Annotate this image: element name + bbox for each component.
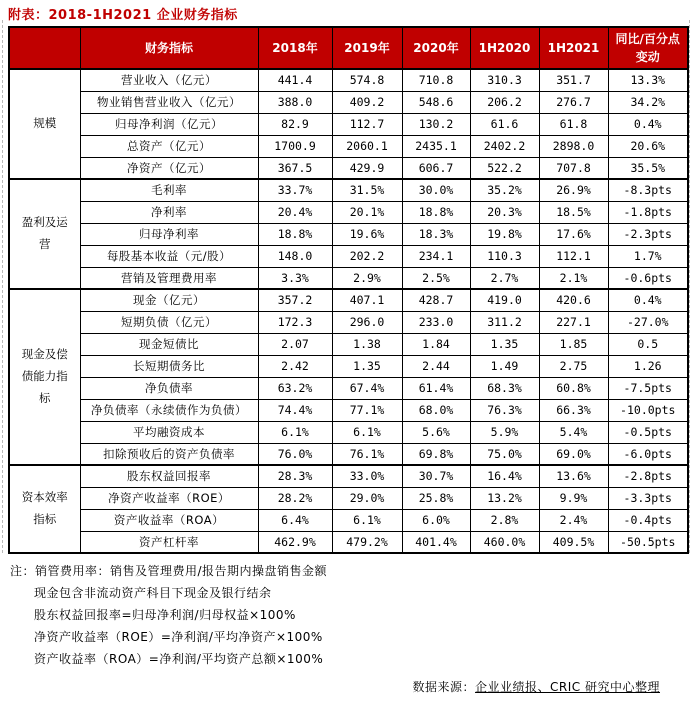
value-cell: 25.8% [402, 487, 470, 509]
table-row [9, 245, 688, 267]
value-cell: 60.8% [539, 377, 608, 399]
value-cell: 112.1 [539, 245, 608, 267]
value-cell: 74.4% [258, 399, 332, 421]
value-cell: 5.6% [402, 421, 470, 443]
page-break-guide-right [689, 20, 690, 553]
value-cell: 69.8% [402, 443, 470, 465]
value-cell: 419.0 [470, 289, 539, 311]
header-2018: 2018年 [258, 27, 332, 69]
value-cell: 112.7 [332, 113, 402, 135]
indicator-cell: 扣除预收后的资产负债率 [80, 443, 258, 465]
value-cell: 148.0 [258, 245, 332, 267]
value-cell: 460.0% [470, 531, 539, 553]
data-source [0, 678, 695, 695]
table-row [9, 531, 688, 553]
value-cell: 69.0% [539, 443, 608, 465]
value-cell: 234.1 [402, 245, 470, 267]
value-cell: 34.2% [608, 91, 688, 113]
value-cell: 18.8% [402, 201, 470, 223]
group-label: 资本效率指标 [9, 465, 80, 553]
value-cell: 6.1% [258, 421, 332, 443]
value-cell: 227.1 [539, 311, 608, 333]
value-cell: 130.2 [402, 113, 470, 135]
value-cell: 2898.0 [539, 135, 608, 157]
value-cell: 13.6% [539, 465, 608, 487]
value-cell: -2.3pts [608, 223, 688, 245]
value-cell: 110.3 [470, 245, 539, 267]
table-row [9, 113, 688, 135]
indicator-cell: 归母净利率 [80, 223, 258, 245]
footnote: 注：销管费用率：销售及管理费用/报告期内操盘销售金额 [10, 564, 328, 578]
indicator-cell: 净资产收益率（ROE） [80, 487, 258, 509]
header-yoy-change: 同比/百分点变动 [608, 27, 688, 69]
value-cell: 13.3% [608, 69, 688, 91]
value-cell: 296.0 [332, 311, 402, 333]
value-cell: 35.5% [608, 157, 688, 179]
value-cell: -7.5pts [608, 377, 688, 399]
value-cell: 75.0% [470, 443, 539, 465]
table-row [9, 443, 688, 465]
value-cell: 479.2% [332, 531, 402, 553]
value-cell: 31.5% [332, 179, 402, 201]
header-1h2020: 1H2020 [470, 27, 539, 69]
indicator-cell: 平均融资成本 [80, 421, 258, 443]
value-cell: 30.7% [402, 465, 470, 487]
value-cell: 2.9% [332, 267, 402, 289]
header-2020: 2020年 [402, 27, 470, 69]
data-source-text: 企业业绩报、CRIC 研究中心整理 [475, 680, 660, 694]
value-cell: -50.5pts [608, 531, 688, 553]
value-cell: 19.8% [470, 223, 539, 245]
value-cell: 17.6% [539, 223, 608, 245]
value-cell: 18.5% [539, 201, 608, 223]
value-cell: 357.2 [258, 289, 332, 311]
value-cell: -8.3pts [608, 179, 688, 201]
value-cell: 606.7 [402, 157, 470, 179]
page-break-guide-left [2, 20, 3, 553]
value-cell: 409.5% [539, 531, 608, 553]
indicator-cell: 资产收益率（ROA） [80, 509, 258, 531]
header-1h2021: 1H2021 [539, 27, 608, 69]
indicator-cell: 净负债率（永续债作为负债） [80, 399, 258, 421]
value-cell: 6.1% [332, 421, 402, 443]
value-cell: 5.4% [539, 421, 608, 443]
table-row [9, 201, 688, 223]
table-body [9, 69, 688, 553]
table-row [9, 179, 688, 201]
table-row [9, 355, 688, 377]
value-cell: 28.2% [258, 487, 332, 509]
value-cell: 68.0% [402, 399, 470, 421]
value-cell: 1.35 [332, 355, 402, 377]
value-cell: -1.8pts [608, 201, 688, 223]
value-cell: 428.7 [402, 289, 470, 311]
footnote: 净资产收益率（ROE）=净利润/平均净资产×100% [34, 630, 323, 644]
value-cell: 2.07 [258, 333, 332, 355]
value-cell: 2.1% [539, 267, 608, 289]
value-cell: 63.2% [258, 377, 332, 399]
data-source-prefix: 数据来源： [412, 680, 476, 694]
footnote: 资产收益率（ROA）=净利润/平均资产总额×100% [34, 652, 324, 666]
value-cell: 2435.1 [402, 135, 470, 157]
table-row [9, 399, 688, 421]
value-cell: 420.6 [539, 289, 608, 311]
table-row [9, 267, 688, 289]
footnote: 现金包含非流动资产科目下现金及银行结余 [34, 586, 272, 600]
table-row [9, 157, 688, 179]
page-title: 附表：2018-1H2021 企业财务指标 [8, 8, 238, 23]
value-cell: 206.2 [470, 91, 539, 113]
value-cell: 2.44 [402, 355, 470, 377]
value-cell: 367.5 [258, 157, 332, 179]
table-row [9, 421, 688, 443]
value-cell: 1.85 [539, 333, 608, 355]
table-row [9, 509, 688, 531]
value-cell: 1700.9 [258, 135, 332, 157]
group-label: 现金及偿债能力指标 [9, 289, 80, 465]
value-cell: 18.3% [402, 223, 470, 245]
value-cell: 20.4% [258, 201, 332, 223]
value-cell: 28.3% [258, 465, 332, 487]
header-row [9, 27, 688, 69]
value-cell: 409.2 [332, 91, 402, 113]
value-cell: 35.2% [470, 179, 539, 201]
value-cell: -10.0pts [608, 399, 688, 421]
value-cell: 462.9% [258, 531, 332, 553]
value-cell: 19.6% [332, 223, 402, 245]
value-cell: 2060.1 [332, 135, 402, 157]
table-row [9, 465, 688, 487]
footnote: 股东权益回报率=归母净利润/归母权益×100% [34, 608, 296, 622]
indicator-cell: 现金（亿元） [80, 289, 258, 311]
value-cell: 310.3 [470, 69, 539, 91]
value-cell: 233.0 [402, 311, 470, 333]
table-row [9, 311, 688, 333]
value-cell: 76.3% [470, 399, 539, 421]
value-cell: 3.3% [258, 267, 332, 289]
value-cell: -27.0% [608, 311, 688, 333]
indicator-cell: 净负债率 [80, 377, 258, 399]
value-cell: -0.4pts [608, 509, 688, 531]
table-row [9, 333, 688, 355]
indicator-cell: 净资产（亿元） [80, 157, 258, 179]
value-cell: -6.0pts [608, 443, 688, 465]
financial-indicators-table [8, 26, 689, 554]
value-cell: 574.8 [332, 69, 402, 91]
indicator-cell: 长短期债务比 [80, 355, 258, 377]
indicator-cell: 现金短债比 [80, 333, 258, 355]
value-cell: 172.3 [258, 311, 332, 333]
table-row [9, 135, 688, 157]
indicator-cell: 股东权益回报率 [80, 465, 258, 487]
value-cell: 2402.2 [470, 135, 539, 157]
value-cell: 276.7 [539, 91, 608, 113]
table-row [9, 377, 688, 399]
value-cell: 1.84 [402, 333, 470, 355]
value-cell: 20.6% [608, 135, 688, 157]
value-cell: 20.1% [332, 201, 402, 223]
indicator-cell: 净利率 [80, 201, 258, 223]
value-cell: 2.8% [470, 509, 539, 531]
value-cell: 61.6 [470, 113, 539, 135]
value-cell: 202.2 [332, 245, 402, 267]
value-cell: 29.0% [332, 487, 402, 509]
value-cell: 2.42 [258, 355, 332, 377]
value-cell: 0.4% [608, 289, 688, 311]
value-cell: 710.8 [402, 69, 470, 91]
value-cell: -0.6pts [608, 267, 688, 289]
table-row [9, 223, 688, 245]
value-cell: 5.9% [470, 421, 539, 443]
value-cell: 20.3% [470, 201, 539, 223]
value-cell: 1.38 [332, 333, 402, 355]
indicator-cell: 营销及管理费用率 [80, 267, 258, 289]
value-cell: 1.26 [608, 355, 688, 377]
value-cell: 2.5% [402, 267, 470, 289]
footnotes [10, 560, 695, 670]
value-cell: 351.7 [539, 69, 608, 91]
value-cell: 68.3% [470, 377, 539, 399]
value-cell: 401.4% [402, 531, 470, 553]
value-cell: 61.4% [402, 377, 470, 399]
value-cell: 0.4% [608, 113, 688, 135]
value-cell: 1.49 [470, 355, 539, 377]
value-cell: 441.4 [258, 69, 332, 91]
indicator-cell: 物业销售营业收入（亿元） [80, 91, 258, 113]
indicator-cell: 总资产（亿元） [80, 135, 258, 157]
value-cell: 2.75 [539, 355, 608, 377]
value-cell: 407.1 [332, 289, 402, 311]
value-cell: -3.3pts [608, 487, 688, 509]
value-cell: 6.0% [402, 509, 470, 531]
value-cell: 707.8 [539, 157, 608, 179]
indicator-cell: 归母净利润（亿元） [80, 113, 258, 135]
table-row [9, 91, 688, 113]
indicator-cell: 每股基本收益（元/股） [80, 245, 258, 267]
value-cell: 18.8% [258, 223, 332, 245]
value-cell: 2.4% [539, 509, 608, 531]
value-cell: -0.5pts [608, 421, 688, 443]
indicator-cell: 资产杠杆率 [80, 531, 258, 553]
value-cell: 522.2 [470, 157, 539, 179]
value-cell: 1.7% [608, 245, 688, 267]
value-cell: 76.1% [332, 443, 402, 465]
value-cell: 26.9% [539, 179, 608, 201]
value-cell: 77.1% [332, 399, 402, 421]
table-row [9, 289, 688, 311]
header-indicator: 财务指标 [80, 27, 258, 69]
value-cell: 66.3% [539, 399, 608, 421]
value-cell: 76.0% [258, 443, 332, 465]
corner-cell [9, 27, 80, 69]
value-cell: -2.8pts [608, 465, 688, 487]
table-row [9, 487, 688, 509]
value-cell: 429.9 [332, 157, 402, 179]
table-row [9, 69, 688, 91]
value-cell: 388.0 [258, 91, 332, 113]
indicator-cell: 营业收入（亿元） [80, 69, 258, 91]
value-cell: 1.35 [470, 333, 539, 355]
indicator-cell: 毛利率 [80, 179, 258, 201]
value-cell: 67.4% [332, 377, 402, 399]
value-cell: 9.9% [539, 487, 608, 509]
value-cell: 311.2 [470, 311, 539, 333]
header-2019: 2019年 [332, 27, 402, 69]
value-cell: 13.2% [470, 487, 539, 509]
value-cell: 6.1% [332, 509, 402, 531]
value-cell: 0.5 [608, 333, 688, 355]
value-cell: 33.0% [332, 465, 402, 487]
value-cell: 548.6 [402, 91, 470, 113]
value-cell: 33.7% [258, 179, 332, 201]
value-cell: 6.4% [258, 509, 332, 531]
value-cell: 82.9 [258, 113, 332, 135]
value-cell: 30.0% [402, 179, 470, 201]
value-cell: 2.7% [470, 267, 539, 289]
group-label: 盈利及运营 [9, 179, 80, 289]
group-label: 规模 [9, 69, 80, 179]
indicator-cell: 短期负债（亿元） [80, 311, 258, 333]
value-cell: 16.4% [470, 465, 539, 487]
value-cell: 61.8 [539, 113, 608, 135]
table-header [9, 27, 688, 69]
